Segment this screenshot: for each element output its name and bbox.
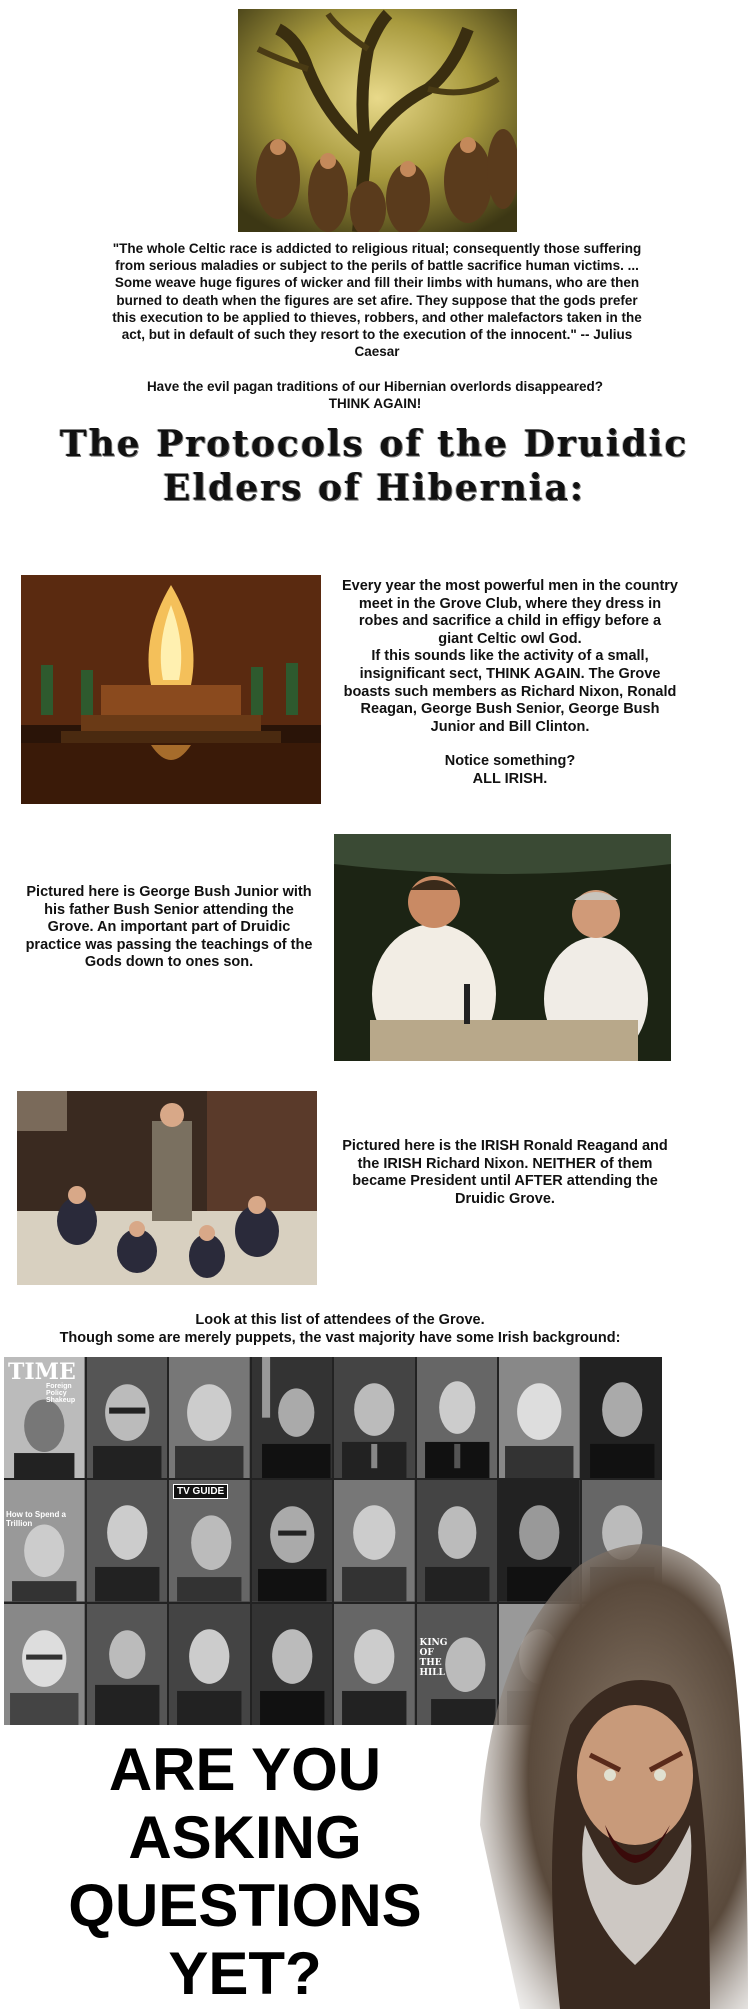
grove-paragraph-2: If this sounds like the activity of a small, insignificant sect, THINK AGAIN. The Grove boasts such members as Richard Nixon, Ronald Reagan, George Bush Senior, George Bush Junior and Bill Clinton. [343, 648, 677, 735]
asking-line-1: ARE YOU [108, 1736, 382, 1803]
question-line-1: Have the evil pagan traditions of our Hibernian overlords disappeared? [146, 379, 604, 394]
time-cover-text: Foreign Policy Shakeup [46, 1383, 76, 1404]
portrait-bush-junior [334, 1357, 415, 1478]
grove-paragraph-3: Notice something? [444, 753, 576, 770]
attendees-line-1: Look at this list of attendees of the Grove. [195, 1312, 485, 1328]
king-of-hill-text: KING OF THE HILL [419, 1637, 448, 1678]
portrait-speaker [87, 1604, 168, 1725]
asking-line-3: QUESTIONS [68, 1872, 422, 1939]
bush-caption: Pictured here is George Bush Junior with his father Bush Senior attending the Grove. An important part of Druidic practice was passing the teachings of the Gods down to ones son. [25, 884, 313, 971]
portrait-bush-senior [417, 1357, 498, 1478]
portrait-blair [169, 1604, 250, 1725]
grove-ceremony-photo [21, 575, 321, 804]
grove-description [340, 578, 680, 789]
attendees-line-2: Though some are merely puppets, the vast majority have some Irish background: [59, 1329, 621, 1346]
portrait-reagan [252, 1604, 333, 1725]
asking-questions-headline [50, 1736, 440, 2008]
title-line-2: Elders of Hibernia: [162, 467, 586, 509]
grove-paragraph-1: Every year the most powerful men in the country meet in the Grove Club, where they dress in robes and sacrifice a child in effigy before a giant Celtic owl God. [342, 578, 678, 647]
page-title [20, 422, 728, 510]
portrait-clinton [87, 1480, 168, 1601]
portrait-buffett [4, 1604, 85, 1725]
reagan-nixon-photo [17, 1091, 317, 1285]
portrait-elderly-man [169, 1357, 250, 1478]
trillion-cover-text: How to Spend a Trillion [6, 1510, 66, 1529]
question-text [110, 378, 640, 412]
portrait-flags-man [252, 1357, 333, 1478]
julius-caesar-quote: "The whole Celtic race is addicted to religious ritual; consequently those suffering from serious maladies or subject to the perils of battle sacrifice human victims. ... Some weave huge figures of wicker and fill their limbs with humans, who are then burned to death when the figures are set afire. They suppose that the gods prefer this execution to be applied to thieves, robbers, and other malefactors taken in the act, but in default of such they resort to the execution of the innocent." -- Julius Caesar [112, 241, 642, 360]
title-line-1: The Protocols of the Druidic [59, 423, 689, 465]
asking-line-2: ASKING [128, 1804, 362, 1871]
asking-line-4: YET? [168, 1940, 322, 2007]
grove-paragraph-4: ALL IRISH. [472, 770, 548, 787]
portrait-trillion-cover [4, 1480, 85, 1601]
question-line-2: THINK AGAIN! [328, 396, 422, 411]
portrait-gray-haired-man [334, 1480, 415, 1601]
druid-tree-painting [238, 9, 517, 232]
portrait-tv-guide [169, 1480, 250, 1601]
portrait-rumsfeld [582, 1357, 663, 1478]
portrait-bald-man [252, 1480, 333, 1601]
tv-guide-logo: TV GUIDE [173, 1484, 228, 1499]
portrait-older-man [499, 1357, 580, 1478]
portrait-time-cover [4, 1357, 85, 1478]
reagan-nixon-caption: Pictured here is the IRISH Ronald Reagand and the IRISH Richard Nixon. NEITHER of them became President until AFTER attending the Druidic Grove. [342, 1138, 668, 1207]
portrait-glasses-man [87, 1357, 168, 1478]
attendees-intro [20, 1312, 660, 1347]
time-magazine-logo: TIME [8, 1359, 76, 1385]
bush-podium-photo [334, 834, 671, 1061]
hooded-druid-figure [460, 1525, 748, 2009]
portrait-nixon [334, 1604, 415, 1725]
